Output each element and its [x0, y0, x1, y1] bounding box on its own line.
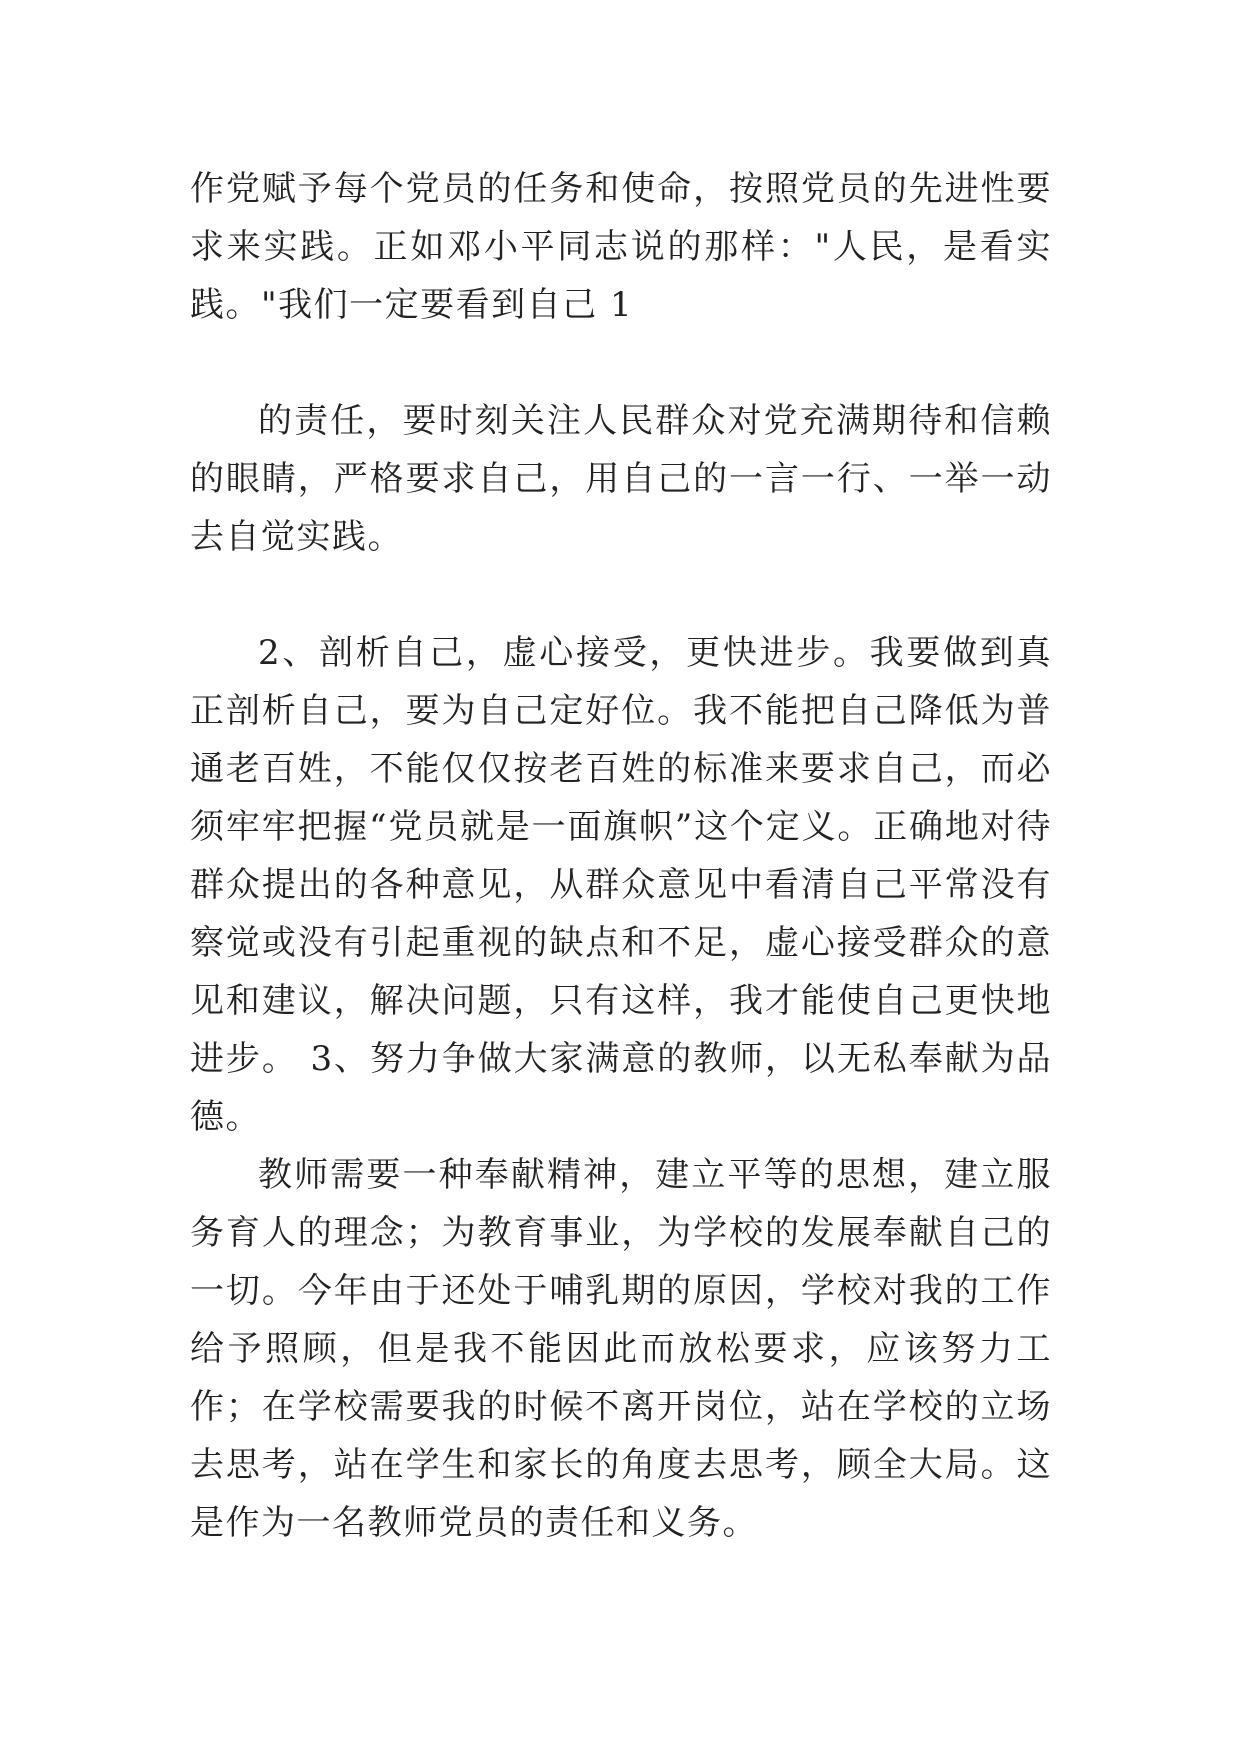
paragraph-continuation: 作党赋予每个党员的任务和使命，按照党员的先进性要求来实践。正如邓小平同志说的那样："人民，是看实践。"我们一定要看到自己 1: [190, 169, 1052, 325]
paragraph-dedication: 教师需要一种奉献精神，建立平等的思想，建立服务育人的理念；为教育事业，为学校的发展奉献自己的一切。今年由于还处于哺乳期的原因，学校对我的工作给予照顾，但是我不能因此而放松要求，应该努力工作；在学校需要我的时候不离开岗位，站在学校的立场去思考，站在学生和家长的角度去思考，顾全大局。这是作为一名教师党员的责任和义务。: [190, 1155, 1052, 1543]
paragraph-responsibility: 的责任，要时刻关注人民群众对党充满期待和信赖的眼睛，严格要求自己，用自己的一言一行、一举一动去自觉实践。: [190, 401, 1052, 557]
paragraph-self-analysis: 2、剖析自己，虚心接受，更快进步。我要做到真正剖析自己，要为自己定好位。我不能把自己降低为普通老百姓，不能仅仅按老百姓的标准来要求自己，而必须牢牢把握“党员就是一面旗帜”这个定义。正确地对待群众提出的各种意见，从群众意见中看清自己平常没有察觉或没有引起重视的缺点和不足，虚心接受群众的意见和建议，解决问题，只有这样，我才能使自己更快地进步。 3、努力争做大家满意的教师，以无私奉献为品德。: [190, 633, 1052, 1137]
